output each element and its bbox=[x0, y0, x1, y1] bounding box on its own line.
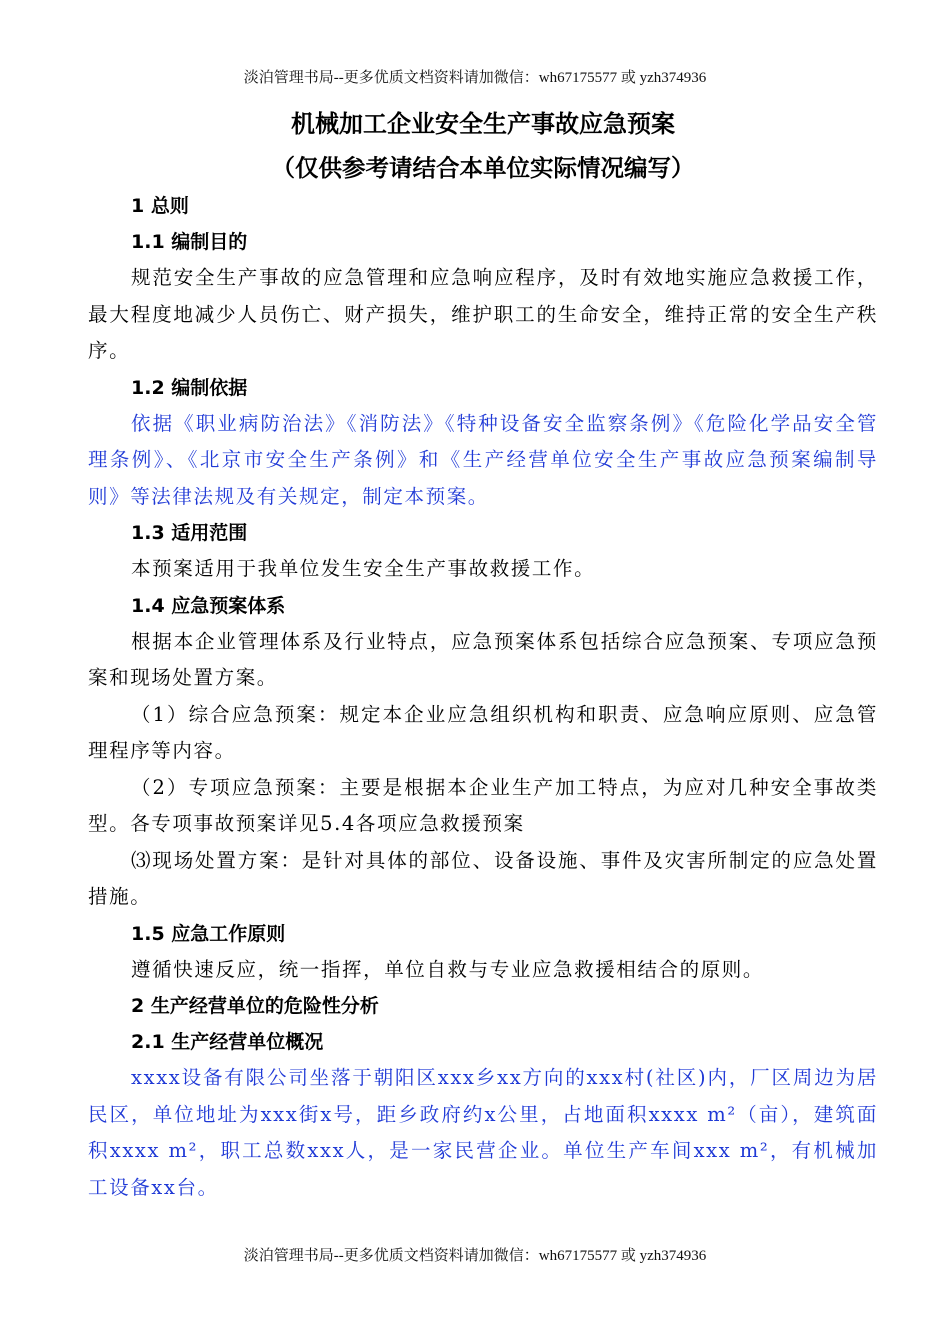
paragraph-scope: 本预案适用于我单位发生安全生产事故救援工作。 bbox=[131, 557, 596, 580]
section-1-2-heading: 1.2 编制依据 bbox=[131, 376, 248, 399]
paragraph-basis: 依据《职业病防治法》《消防法》《特种设备安全监察条例》《危险化学品安全管理条例》、《北京市安全生产条例》和《生产经营单位安全生产事故应急预案编制导则》等法律法规及有关规定，制定本预案。 bbox=[88, 411, 878, 508]
document-title: 机械加工企业安全生产事故应急预案 bbox=[291, 110, 675, 138]
document-body bbox=[88, 98, 878, 1206]
section-2-heading: 2 生产经营单位的危险性分析 bbox=[131, 995, 379, 1017]
page-header: 淡泊管理书局--更多优质文档资料请加微信：wh67175577 或 yzh374936 bbox=[243, 70, 707, 86]
section-1-heading: 1 总则 bbox=[131, 195, 189, 217]
paragraph-system-item-3: ⑶现场处置方案：是针对具体的部位、设备设施、事件及灾害所制定的应急处置措施。 bbox=[88, 848, 878, 908]
section-1-3-heading: 1.3 适用范围 bbox=[131, 522, 248, 544]
section-2-1-heading: 2.1 生产经营单位概况 bbox=[131, 1031, 324, 1053]
paragraph-overview: xxxx设备有限公司坐落于朝阳区xxx乡xx方向的xxx村(社区)内，厂区周边为居民区，单位地址为xxx街x号，距乡政府约x公里，占地面积xxxx m²（亩），建筑面积xxxx m²，职工总数xxx人，是一家民营企业。单位生产车间xxx m²，有机械加工设备xx台。 bbox=[88, 1066, 878, 1199]
section-1-4-heading: 1.4 应急预案体系 bbox=[131, 594, 286, 617]
paragraph-principles: 遵循快速反应，统一指挥，单位自救与专业应急救援相结合的原则。 bbox=[131, 957, 765, 981]
paragraph-system-item-2: （2）专项应急预案：主要是根据本企业生产加工特点，为应对几种安全事故类型。各专项事故预案详见5.4各项应急救援预案 bbox=[88, 775, 878, 835]
paragraph-system: 根据本企业管理体系及行业特点，应急预案体系包括综合应急预案、专项应急预案和现场处置方案。 bbox=[88, 629, 878, 689]
paragraph-system-item-1: （1）综合应急预案：规定本企业应急组织机构和职责、应急响应原则、应急管理程序等内容。 bbox=[88, 702, 878, 762]
page-footer: 淡泊管理书局--更多优质文档资料请加微信：wh67175577 或 yzh374936 bbox=[243, 1248, 707, 1264]
paragraph-purpose: 规范安全生产事故的应急管理和应急响应程序，及时有效地实施应急救援工作，最大程度地减少人员伤亡、财产损失，维护职工的生命安全，维持正常的安全生产秩序。 bbox=[88, 266, 878, 362]
section-1-5-heading: 1.5 应急工作原则 bbox=[131, 922, 286, 945]
section-1-1-heading: 1.1 编制目的 bbox=[131, 231, 248, 253]
document-subtitle: （仅供参考请结合本单位实际情况编写） bbox=[271, 154, 695, 182]
